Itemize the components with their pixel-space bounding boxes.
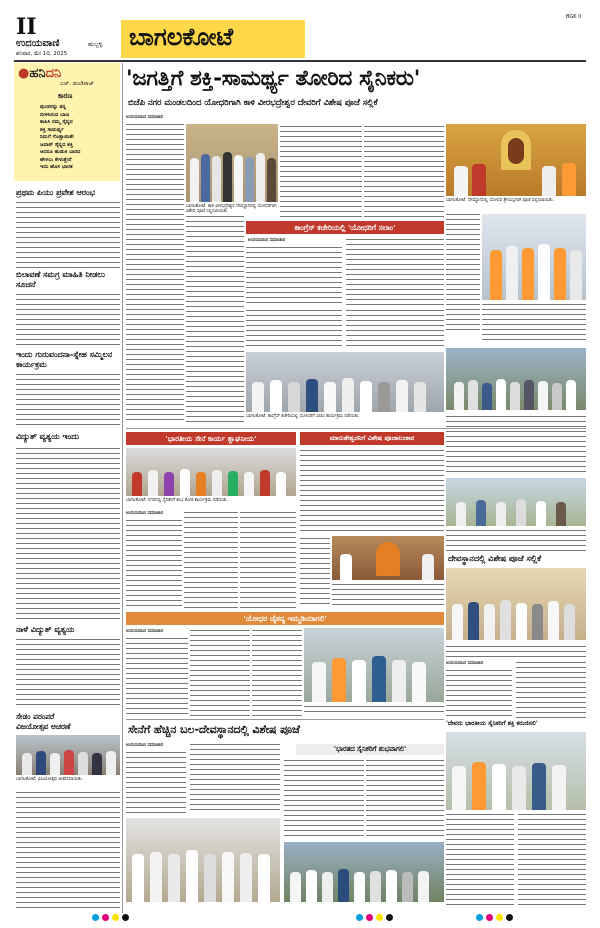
yodhara-body bbox=[190, 628, 250, 716]
outdoor-photo bbox=[446, 478, 586, 526]
deity-idol bbox=[376, 542, 400, 576]
person-figure bbox=[258, 854, 270, 902]
left-photo bbox=[16, 735, 120, 775]
person-figure bbox=[512, 766, 526, 810]
congress-photo bbox=[246, 352, 444, 412]
person-figure bbox=[372, 656, 386, 702]
person-figure bbox=[454, 382, 464, 410]
person-figure bbox=[510, 382, 520, 410]
logo-drop-icon: ● bbox=[18, 66, 30, 81]
registration-dot bbox=[366, 914, 373, 921]
congress-body bbox=[346, 308, 444, 348]
person-figure bbox=[260, 470, 270, 496]
main-story-body bbox=[186, 214, 244, 422]
left-item-body bbox=[16, 200, 120, 268]
bharatiya-body bbox=[126, 518, 182, 608]
person-figure bbox=[168, 854, 180, 902]
person-figure bbox=[240, 853, 252, 902]
person-figure bbox=[204, 854, 216, 902]
section-divider bbox=[126, 428, 586, 429]
right-story-body bbox=[446, 528, 586, 552]
person-figure bbox=[150, 852, 162, 902]
person-figure bbox=[542, 166, 556, 196]
registration-dot bbox=[476, 914, 483, 921]
person-figure bbox=[354, 872, 365, 902]
person-figure bbox=[324, 382, 336, 412]
registration-dot bbox=[122, 914, 129, 921]
mahadeva-body bbox=[300, 536, 330, 608]
person-figure bbox=[228, 471, 238, 496]
main-subhead: ಬಿಜೆಪಿ ನಗರ ಮಂಡಲದಿಂದ ಯೋಧರಿಗಾಗಿ ಕಾಳಿ ವೀರಭದ್ರೇಶ್ವರ ದೇವರಿಗೆ ವಿಶೇಷ ಪೂಜೆ ಸಲ್ಲಿಕೆ bbox=[128, 97, 378, 107]
person-figure bbox=[267, 158, 276, 202]
devaru-headline: 'ದೇವರು ಭಾರತೀಯ ಸೈನಿಕರಿಗೆ ಶಕ್ತಿ ಕರುಣಿಸಲಿ' bbox=[446, 720, 538, 727]
person-figure bbox=[186, 850, 198, 902]
page-number: II bbox=[16, 14, 37, 40]
person-figure bbox=[352, 660, 366, 702]
bharatiya-photo bbox=[126, 448, 296, 496]
person-figure bbox=[180, 469, 190, 496]
right-story-body bbox=[516, 660, 586, 718]
poem-line: ಇದು ಹೊಸ ಭಾರತ bbox=[40, 164, 73, 170]
poem-line: ನಿಮಗೆ ಗೊತ್ತಾಯಿತೇ bbox=[40, 134, 75, 140]
registration-dot bbox=[386, 914, 393, 921]
registration-dot bbox=[376, 914, 383, 921]
person-figure bbox=[78, 752, 88, 775]
yodhara-headline: 'ಯೋಧರ ಚೈತನ್ಯ ಇಮ್ಮಡಿಯಾಗಲಿ' bbox=[126, 612, 444, 625]
person-figure bbox=[164, 472, 174, 496]
person-figure bbox=[132, 854, 144, 902]
saffron-photo bbox=[482, 214, 586, 300]
dateline: ಉದಯವಾಣಿ ಸಮಾಚಾರ bbox=[248, 238, 286, 243]
left-item-title: ವಿದ್ಯುತ್ ವ್ಯತ್ಯಯ ಇಂದು bbox=[16, 432, 79, 441]
person-figure bbox=[536, 501, 546, 526]
masthead-divider bbox=[14, 60, 586, 62]
person-figure bbox=[338, 869, 349, 902]
right-story-body bbox=[446, 414, 586, 474]
poem-line: ಆದರೂ ಹುಡುಕಿ ಬಾರದ bbox=[40, 149, 81, 155]
bharata-body bbox=[366, 758, 444, 838]
person-figure bbox=[196, 472, 206, 496]
column-title: ಕಾರಣ bbox=[58, 92, 73, 100]
person-figure bbox=[564, 604, 575, 640]
main-photo bbox=[186, 124, 278, 202]
person-figure bbox=[402, 872, 413, 902]
person-figure bbox=[270, 380, 282, 412]
person-figure bbox=[492, 764, 506, 810]
congress-body bbox=[246, 308, 342, 348]
person-figure bbox=[386, 870, 397, 902]
person-figure bbox=[524, 380, 534, 410]
left-photo-caption: ಬಾಗಲಕೋಟೆ: ವಿಜಯೋತ್ಸವ ಆಚರಿಸಲಾಯಿತು. bbox=[16, 777, 84, 782]
person-figure bbox=[392, 660, 406, 702]
senege-body bbox=[190, 742, 280, 814]
person-figure bbox=[412, 662, 426, 702]
main-headline: 'ಜಗತ್ತಿಗೆ ಶಕ್ತಿ-ಸಾಮರ್ಥ್ಯ ತೋರಿದ ಸೈನಿಕರು' bbox=[126, 66, 420, 91]
section-title: ಬಾಗಲಕೋಟೆ bbox=[129, 23, 234, 51]
column-author: ಎಚ್. ಡುಂಡಿರಾಜ್ bbox=[60, 81, 95, 87]
yodhara-body bbox=[126, 636, 188, 716]
person-figure bbox=[340, 554, 352, 580]
person-figure bbox=[538, 381, 548, 410]
person-figure bbox=[562, 163, 576, 196]
gathering-photo bbox=[446, 348, 586, 410]
person-figure bbox=[556, 502, 566, 526]
poem-line: ಜವಾನ್ ಸೈನ್ಯದ ಶಕ್ತಿ bbox=[40, 141, 73, 148]
person-figure bbox=[452, 604, 463, 640]
person-figure bbox=[378, 382, 390, 412]
congress-body bbox=[246, 245, 342, 305]
person-figure bbox=[456, 502, 466, 526]
person-figure bbox=[476, 500, 486, 526]
temple-story-body bbox=[446, 212, 480, 332]
person-figure bbox=[516, 603, 527, 640]
poem-line: ಶಕ್ತಿ ಸಾಮರ್ಥ್ಯ bbox=[40, 126, 64, 133]
person-figure bbox=[422, 554, 434, 580]
person-figure bbox=[64, 750, 74, 775]
bharatiya-body bbox=[240, 510, 296, 608]
column-divider bbox=[122, 63, 123, 913]
person-figure bbox=[290, 872, 301, 902]
person-figure bbox=[332, 658, 346, 702]
person-figure bbox=[370, 871, 381, 902]
yodhara-body bbox=[304, 704, 444, 716]
senege-body bbox=[126, 750, 186, 814]
left-item-title: ಬಿಲಾವಣೆ ಸಮಗ್ರ ಮಾಹಿತಿ ನೀಡಲು ಸೂಚನೆ bbox=[16, 270, 105, 289]
right-story-body bbox=[518, 812, 586, 908]
senege-headline: ಸೇನೆಗೆ ಹೆಚ್ಚಿನ ಬಲ-ದೇವಸ್ಥಾನದಲ್ಲಿ ವಿಶೇಷ ಪೂಜೆ bbox=[128, 723, 300, 736]
column-logo bbox=[18, 66, 61, 81]
person-figure bbox=[222, 852, 234, 902]
dateline: ಉದಯವಾಣಿ ಸಮಾಚಾರ bbox=[126, 743, 164, 748]
person-figure bbox=[276, 472, 286, 496]
left-item-body bbox=[16, 292, 120, 348]
person-figure bbox=[201, 154, 210, 202]
person-figure bbox=[522, 248, 534, 300]
main-story-body bbox=[280, 124, 362, 220]
mahadeva-body bbox=[332, 582, 444, 608]
person-figure bbox=[570, 250, 582, 300]
bharatiya-headline: 'ಭಾರತೀಯ ಸೇನೆ ಕಾರ್ಯ ಶ್ಲಾಘನೀಯ' bbox=[126, 432, 296, 445]
person-figure bbox=[516, 499, 526, 526]
person-figure bbox=[484, 604, 495, 640]
devaru-photo bbox=[446, 732, 586, 810]
bharata-photo bbox=[284, 842, 444, 902]
person-figure bbox=[360, 381, 372, 412]
yodhara-photo bbox=[304, 628, 444, 702]
person-figure bbox=[552, 383, 562, 410]
dateline: ಉದಯವಾಣಿ ಸಮಾಚಾರ bbox=[126, 115, 164, 120]
congress-headline: ಕಾಂಗ್ರೆಸ್ ಕಚೇರಿಯಲ್ಲಿ 'ಯೋಧರಿಗೆ ಸಲಾಂ' bbox=[246, 221, 444, 234]
person-figure bbox=[190, 158, 199, 202]
left-item-subtitle: ವಿಜಯೋತ್ಸವ ಆಚರಣೆ bbox=[16, 722, 71, 731]
person-figure bbox=[414, 382, 426, 412]
person-figure bbox=[234, 155, 243, 202]
right-story-body bbox=[446, 668, 512, 718]
person-figure bbox=[245, 157, 254, 202]
person-figure bbox=[472, 762, 486, 810]
main-story-body bbox=[126, 122, 184, 422]
congress-photo-caption: ಬಾಗಲಕೋಟೆ: ಕಾಂಗ್ರೆಸ್ ಕಚೇರಿಯಲ್ಲಿ ಯೋಧರಿಗೆ ಸಲಾಂ ಕಾರ್ಯಕ್ರಮ ನಡೆಯಿತು. bbox=[246, 414, 360, 419]
left-item-body bbox=[16, 446, 120, 622]
person-figure bbox=[212, 156, 221, 202]
congress-body bbox=[346, 237, 444, 305]
poem-line: ಬೀಳಿಸಿರುವ ಬಾಣ bbox=[40, 111, 70, 118]
person-figure bbox=[554, 248, 566, 300]
person-figure bbox=[36, 751, 46, 775]
dateline: ಉದಯವಾಣಿ ಸಮಾಚಾರ bbox=[126, 511, 164, 516]
person-figure bbox=[322, 872, 333, 902]
person-figure bbox=[468, 380, 478, 410]
dateline: ಉದಯವಾಣಿ ಸಮಾಚಾರ bbox=[446, 661, 484, 666]
person-figure bbox=[306, 870, 317, 902]
issue-date: ಶನಿವಾರ, ಮೇ 10, 2025 bbox=[16, 51, 68, 57]
left-item-body bbox=[16, 637, 120, 709]
person-figure bbox=[132, 472, 142, 496]
main-story-body bbox=[364, 124, 444, 220]
edition-name: ಹುಬ್ಬಳ್ಳಿ bbox=[88, 41, 103, 48]
person-figure bbox=[342, 378, 354, 412]
column-name-2: ದನಿ bbox=[45, 66, 62, 81]
person-figure bbox=[252, 382, 264, 412]
temple-photo bbox=[446, 124, 586, 196]
registration-dot bbox=[356, 914, 363, 921]
person-figure bbox=[50, 753, 60, 775]
poem-line: ಕಾಪಿಸಿ ನಮ್ಮ ಸೈನ್ಯದ bbox=[40, 119, 73, 125]
person-figure bbox=[452, 766, 466, 810]
left-item-title: ನಾಳೆ ವಿದ್ಯುತ್ ವ್ಯತ್ಯಯ bbox=[16, 625, 75, 634]
bharata-shubha-headline: 'ಭಾರತದ ಸೈನಿಕರಿಗೆ ಶುಭವಾಗಲಿ' bbox=[296, 744, 444, 755]
yodhara-body bbox=[252, 628, 302, 716]
person-figure bbox=[472, 164, 486, 196]
left-item-body bbox=[16, 790, 120, 908]
person-figure bbox=[306, 379, 318, 412]
shrine-idol bbox=[508, 138, 524, 164]
person-figure bbox=[490, 250, 502, 300]
poem-line: ಹೇಳಲು ಕೇಳುತ್ತೇನೆ bbox=[40, 156, 72, 163]
person-figure bbox=[288, 382, 300, 412]
person-figure bbox=[212, 470, 222, 496]
left-item-title: ಇಂದು ಗುರುವಂದನಾ-ಸ್ನೇಹ ಸಮ್ಮಿಲನ ಕಾರ್ಯಕ್ರಮ bbox=[16, 350, 113, 369]
person-figure bbox=[418, 871, 429, 902]
person-figure bbox=[106, 751, 116, 775]
section-divider bbox=[126, 719, 444, 720]
devastana-photo bbox=[446, 568, 586, 640]
right-story-body bbox=[446, 644, 586, 658]
person-figure bbox=[396, 380, 408, 412]
bharatiya-body bbox=[184, 510, 238, 608]
devastana-headline: ದೇವಸ್ಥಾನದಲ್ಲಿ ವಿಶೇಷ ಪೂಜೆ ಸಲ್ಲಿಕೆ bbox=[448, 553, 542, 563]
person-figure bbox=[506, 246, 518, 300]
mahadeva-headline: ಮಾರುತೇಶ್ವರನಿಗೆ ವಿಶೇಷ ಪೂಜಾಲಂಕಾರ bbox=[300, 432, 444, 445]
person-figure bbox=[566, 380, 576, 410]
left-item-body bbox=[16, 372, 120, 428]
column-poem bbox=[40, 104, 118, 172]
temple-photo-caption: ಬಾಗಲಕೋಟೆ: ದೇವಸ್ಥಾನದಲ್ಲಿ ಯೋಧರ ಶ್ರೇಯಸ್ಸಿಗಾಗಿ ಪೂಜೆ ಸಲ್ಲಿಸಲಾಯಿತು. bbox=[446, 198, 555, 203]
person-figure bbox=[532, 763, 546, 810]
registration-dot bbox=[92, 914, 99, 921]
poem-line: ಪುಂಡರನ್ನು ತನ್ನ bbox=[40, 104, 66, 110]
person-figure bbox=[468, 602, 479, 640]
left-item-title: ಸೇಡಂ ಪರಂಪರೆ bbox=[16, 712, 55, 721]
person-figure bbox=[92, 753, 102, 775]
person-figure bbox=[244, 472, 254, 496]
person-figure bbox=[223, 152, 232, 202]
person-figure bbox=[256, 153, 265, 202]
person-figure bbox=[22, 753, 32, 775]
person-figure bbox=[532, 604, 543, 640]
bharatiya-photo-caption: ಬಾಗಲಕೋಟೆ: ನಗರದಲ್ಲಿ ಸೈನಿಕರಿಗೆ ಶುಭ ಕೋರಿ ಕಾರ್ಯಕ್ರಮ ನಡೆಯಿತು. bbox=[126, 498, 229, 503]
mahadeva-photo bbox=[332, 536, 444, 580]
registration-dot bbox=[112, 914, 119, 921]
person-figure bbox=[552, 765, 566, 810]
dateline: ಉದಯವಾಣಿ ಸಮಾಚಾರ bbox=[126, 629, 164, 634]
bharata-body bbox=[284, 758, 364, 838]
person-figure bbox=[548, 601, 559, 640]
person-figure bbox=[500, 600, 511, 640]
right-story-body bbox=[446, 812, 514, 908]
mahadeva-body bbox=[300, 448, 444, 534]
senege-photo bbox=[126, 818, 280, 902]
left-item-title: ಪ್ರಥಮ ಪಿಯು ಪ್ರವೇಶ ಆರಂಭ bbox=[16, 188, 95, 197]
registration-dot bbox=[496, 914, 503, 921]
right-story-body bbox=[482, 302, 586, 342]
person-figure bbox=[496, 379, 506, 410]
person-figure bbox=[496, 502, 506, 526]
person-figure bbox=[454, 166, 468, 196]
person-figure bbox=[148, 470, 158, 496]
registration-dot bbox=[486, 914, 493, 921]
person-figure bbox=[482, 383, 492, 410]
corner-code: BGK II bbox=[566, 14, 582, 20]
person-figure bbox=[538, 244, 550, 300]
column-name-1: ಹನಿ bbox=[29, 66, 46, 81]
registration-dot bbox=[102, 914, 109, 921]
main-photo-caption: ಬಾಗಲಕೋಟೆ: ಕಾಳಿ ವೀರಭದ್ರೇಶ್ವರ ದೇವಸ್ಥಾನದಲ್ಲಿ ಯೋಧರಿಗಾಗಿ ವಿಶೇಷ ಪೂಜೆ ಸಲ್ಲಿಸಲಾಯಿತು. bbox=[186, 204, 277, 215]
person-figure bbox=[312, 662, 326, 702]
paper-name: ಉದಯವಾಣಿ bbox=[16, 38, 60, 49]
registration-dot bbox=[506, 914, 513, 921]
